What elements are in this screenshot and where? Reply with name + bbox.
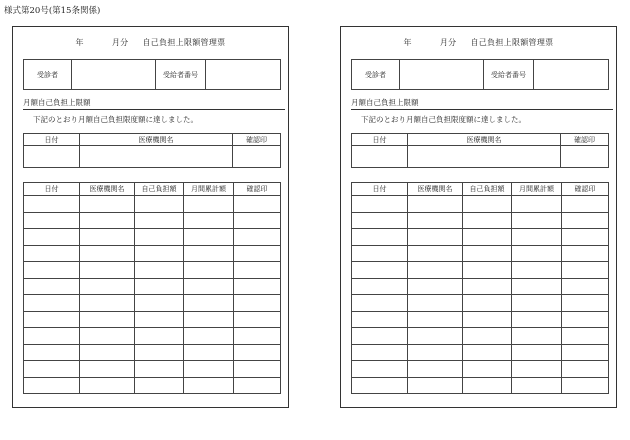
- institution-cell[interactable]: [80, 212, 135, 229]
- column-header-monthly-total: 月間累計額: [512, 183, 562, 196]
- copay-cell[interactable]: [463, 295, 512, 312]
- date-cell[interactable]: [24, 146, 80, 168]
- institution-cell[interactable]: [80, 377, 135, 394]
- date-cell[interactable]: [352, 377, 408, 394]
- monthly-total-cell[interactable]: [184, 311, 234, 328]
- seal-cell[interactable]: [562, 229, 609, 246]
- title-main-label: 自己負担上限額管理票: [142, 38, 226, 47]
- seal-cell[interactable]: [562, 377, 609, 394]
- monthly-total-cell[interactable]: [512, 212, 562, 229]
- institution-cell[interactable]: [80, 328, 135, 345]
- copay-cell[interactable]: [463, 262, 512, 279]
- table-row: [352, 295, 609, 312]
- column-header-date: 日付: [24, 134, 80, 146]
- patient-label: 受診者: [24, 60, 72, 90]
- seal-cell[interactable]: [234, 278, 281, 295]
- column-header-monthly-total: 月間累計額: [184, 183, 234, 196]
- recipient-number-label: 受給者番号: [484, 60, 534, 90]
- copay-cell[interactable]: [463, 311, 512, 328]
- table-row: [24, 196, 281, 213]
- monthly-total-cell[interactable]: [512, 245, 562, 262]
- date-cell[interactable]: [24, 229, 80, 246]
- copay-cell[interactable]: [463, 196, 512, 213]
- monthly-total-cell[interactable]: [512, 295, 562, 312]
- copay-cell[interactable]: [463, 229, 512, 246]
- institution-cell[interactable]: [408, 212, 463, 229]
- table-row: [24, 344, 281, 361]
- seal-cell[interactable]: [562, 295, 609, 312]
- copay-cell[interactable]: [135, 196, 184, 213]
- monthly-total-cell[interactable]: [184, 295, 234, 312]
- institution-cell[interactable]: [80, 361, 135, 378]
- date-cell[interactable]: [352, 278, 408, 295]
- seal-cell[interactable]: [234, 262, 281, 279]
- patient-info-table: [23, 59, 281, 90]
- seal-cell[interactable]: [234, 229, 281, 246]
- section-heading: 月額自己負担上限額: [351, 97, 613, 110]
- institution-cell[interactable]: [408, 262, 463, 279]
- monthly-total-cell[interactable]: [184, 344, 234, 361]
- monthly-total-cell[interactable]: [184, 377, 234, 394]
- table-row: [352, 212, 609, 229]
- copay-log-table: [23, 182, 281, 394]
- institution-cell[interactable]: [408, 278, 463, 295]
- copay-cell[interactable]: [135, 377, 184, 394]
- institution-cell[interactable]: [408, 361, 463, 378]
- copay-cell[interactable]: [135, 278, 184, 295]
- seal-cell[interactable]: [234, 328, 281, 345]
- seal-cell[interactable]: [562, 361, 609, 378]
- seal-cell[interactable]: [562, 328, 609, 345]
- column-header-institution: 医療機関名: [408, 134, 561, 146]
- column-header-date: 日付: [24, 183, 80, 196]
- monthly-total-cell[interactable]: [184, 245, 234, 262]
- copay-cell[interactable]: [463, 361, 512, 378]
- section-heading: 月額自己負担上限額: [23, 97, 285, 110]
- date-cell[interactable]: [24, 245, 80, 262]
- seal-cell[interactable]: [234, 361, 281, 378]
- institution-cell[interactable]: [408, 311, 463, 328]
- column-header-date: 日付: [352, 134, 408, 146]
- monthly-total-cell[interactable]: [512, 262, 562, 279]
- date-cell[interactable]: [352, 361, 408, 378]
- recipient-number-field[interactable]: [206, 60, 281, 90]
- title-month-label: 月分: [111, 38, 129, 47]
- monthly-total-cell[interactable]: [512, 229, 562, 246]
- patient-name-field[interactable]: [400, 60, 484, 90]
- monthly-total-cell[interactable]: [512, 196, 562, 213]
- date-cell[interactable]: [352, 229, 408, 246]
- table-row: [24, 278, 281, 295]
- monthly-total-cell[interactable]: [512, 311, 562, 328]
- seal-cell[interactable]: [234, 311, 281, 328]
- copay-cell[interactable]: [463, 245, 512, 262]
- institution-cell[interactable]: [80, 311, 135, 328]
- table-row: [352, 328, 609, 345]
- table-row: [352, 229, 609, 246]
- monthly-total-cell[interactable]: [512, 377, 562, 394]
- seal-cell[interactable]: [234, 344, 281, 361]
- seal-cell[interactable]: [233, 146, 281, 168]
- monthly-total-cell[interactable]: [512, 278, 562, 295]
- date-cell[interactable]: [352, 295, 408, 312]
- institution-cell[interactable]: [80, 344, 135, 361]
- date-cell[interactable]: [24, 328, 80, 345]
- seal-cell[interactable]: [562, 278, 609, 295]
- seal-cell[interactable]: [234, 245, 281, 262]
- monthly-total-cell[interactable]: [184, 229, 234, 246]
- institution-cell[interactable]: [80, 262, 135, 279]
- limit-reached-table: [351, 133, 609, 168]
- institution-cell[interactable]: [408, 229, 463, 246]
- copay-cell[interactable]: [135, 311, 184, 328]
- monthly-total-cell[interactable]: [184, 278, 234, 295]
- monthly-total-cell[interactable]: [512, 361, 562, 378]
- limit-reached-notice: 下記のとおり月額自己負担限度額に達しました。: [33, 115, 198, 124]
- table-row: [352, 278, 609, 295]
- monthly-total-cell[interactable]: [512, 344, 562, 361]
- sheet-title: [13, 37, 288, 48]
- sheet-title: [341, 37, 616, 48]
- copay-cell[interactable]: [463, 377, 512, 394]
- seal-cell[interactable]: [234, 212, 281, 229]
- seal-cell[interactable]: [562, 262, 609, 279]
- copay-cell[interactable]: [135, 361, 184, 378]
- seal-cell[interactable]: [234, 295, 281, 312]
- table-row: [24, 212, 281, 229]
- table-row: [352, 196, 609, 213]
- date-cell[interactable]: [352, 262, 408, 279]
- date-cell[interactable]: [24, 361, 80, 378]
- date-cell[interactable]: [352, 146, 408, 168]
- table-row: [352, 311, 609, 328]
- patient-name-field[interactable]: [72, 60, 156, 90]
- recipient-number-label: 受給者番号: [156, 60, 206, 90]
- institution-cell[interactable]: [80, 245, 135, 262]
- copay-cell[interactable]: [135, 262, 184, 279]
- table-row: [24, 262, 281, 279]
- monthly-total-cell[interactable]: [512, 328, 562, 345]
- recipient-number-field[interactable]: [534, 60, 609, 90]
- seal-cell[interactable]: [562, 212, 609, 229]
- patient-label: 受診者: [352, 60, 400, 90]
- monthly-total-cell[interactable]: [184, 328, 234, 345]
- institution-cell[interactable]: [80, 146, 233, 168]
- table-row: [24, 245, 281, 262]
- title-year-label: 年: [75, 38, 84, 47]
- copay-cell[interactable]: [135, 344, 184, 361]
- column-header-institution: 医療機関名: [80, 183, 135, 196]
- date-cell[interactable]: [352, 328, 408, 345]
- column-header-copay: 自己負担額: [463, 183, 512, 196]
- date-cell[interactable]: [352, 311, 408, 328]
- copay-cell[interactable]: [463, 344, 512, 361]
- seal-cell[interactable]: [562, 311, 609, 328]
- monthly-total-cell[interactable]: [184, 212, 234, 229]
- copay-log-table: [351, 182, 609, 394]
- date-cell[interactable]: [352, 196, 408, 213]
- table-row: [352, 245, 609, 262]
- institution-cell[interactable]: [408, 295, 463, 312]
- monthly-total-cell[interactable]: [184, 361, 234, 378]
- copay-cell[interactable]: [135, 245, 184, 262]
- copay-cell[interactable]: [135, 229, 184, 246]
- title-main-label: 自己負担上限額管理票: [470, 38, 554, 47]
- copay-cell[interactable]: [463, 328, 512, 345]
- date-cell[interactable]: [24, 212, 80, 229]
- seal-cell[interactable]: [562, 245, 609, 262]
- date-cell[interactable]: [352, 344, 408, 361]
- column-header-seal: 確認印: [233, 134, 281, 146]
- institution-cell[interactable]: [408, 245, 463, 262]
- table-row: [352, 344, 609, 361]
- column-header-institution: 医療機関名: [80, 134, 233, 146]
- institution-cell[interactable]: [408, 196, 463, 213]
- date-cell[interactable]: [24, 295, 80, 312]
- monthly-total-cell[interactable]: [184, 196, 234, 213]
- institution-cell[interactable]: [408, 344, 463, 361]
- seal-cell[interactable]: [562, 344, 609, 361]
- date-cell[interactable]: [24, 311, 80, 328]
- table-row: [24, 295, 281, 312]
- date-cell[interactable]: [24, 196, 80, 213]
- table-row: [24, 311, 281, 328]
- date-cell[interactable]: [352, 245, 408, 262]
- copay-cell[interactable]: [135, 295, 184, 312]
- date-cell[interactable]: [352, 212, 408, 229]
- column-header-seal: 確認印: [234, 183, 281, 196]
- table-row: [24, 361, 281, 378]
- column-header-seal: 確認印: [561, 134, 609, 146]
- institution-cell[interactable]: [408, 377, 463, 394]
- institution-cell[interactable]: [80, 295, 135, 312]
- management-sheet-left: [12, 26, 289, 408]
- title-month-label: 月分: [439, 38, 457, 47]
- institution-cell[interactable]: [80, 196, 135, 213]
- seal-cell[interactable]: [561, 146, 609, 168]
- management-sheet-right: [340, 26, 617, 408]
- column-header-date: 日付: [352, 183, 408, 196]
- copay-cell[interactable]: [463, 212, 512, 229]
- title-year-label: 年: [403, 38, 412, 47]
- copay-cell[interactable]: [135, 328, 184, 345]
- institution-cell[interactable]: [80, 278, 135, 295]
- table-row: [24, 328, 281, 345]
- table-row: [24, 229, 281, 246]
- date-cell[interactable]: [24, 344, 80, 361]
- monthly-total-cell[interactable]: [184, 262, 234, 279]
- date-cell[interactable]: [24, 377, 80, 394]
- patient-info-table: [351, 59, 609, 90]
- table-row: [352, 361, 609, 378]
- institution-cell[interactable]: [80, 229, 135, 246]
- limit-reached-notice: 下記のとおり月額自己負担限度額に達しました。: [361, 115, 526, 124]
- institution-cell[interactable]: [408, 146, 561, 168]
- seal-cell[interactable]: [562, 196, 609, 213]
- date-cell[interactable]: [24, 278, 80, 295]
- column-header-institution: 医療機関名: [408, 183, 463, 196]
- table-row: [352, 262, 609, 279]
- date-cell[interactable]: [24, 262, 80, 279]
- form-number-label: 様式第20号(第15条関係): [4, 6, 101, 16]
- institution-cell[interactable]: [408, 328, 463, 345]
- table-row: [24, 377, 281, 394]
- limit-reached-table: [23, 133, 281, 168]
- seal-cell[interactable]: [234, 196, 281, 213]
- copay-cell[interactable]: [463, 278, 512, 295]
- column-header-seal: 確認印: [562, 183, 609, 196]
- column-header-copay: 自己負担額: [135, 183, 184, 196]
- copay-cell[interactable]: [135, 212, 184, 229]
- table-row: [352, 377, 609, 394]
- seal-cell[interactable]: [234, 377, 281, 394]
